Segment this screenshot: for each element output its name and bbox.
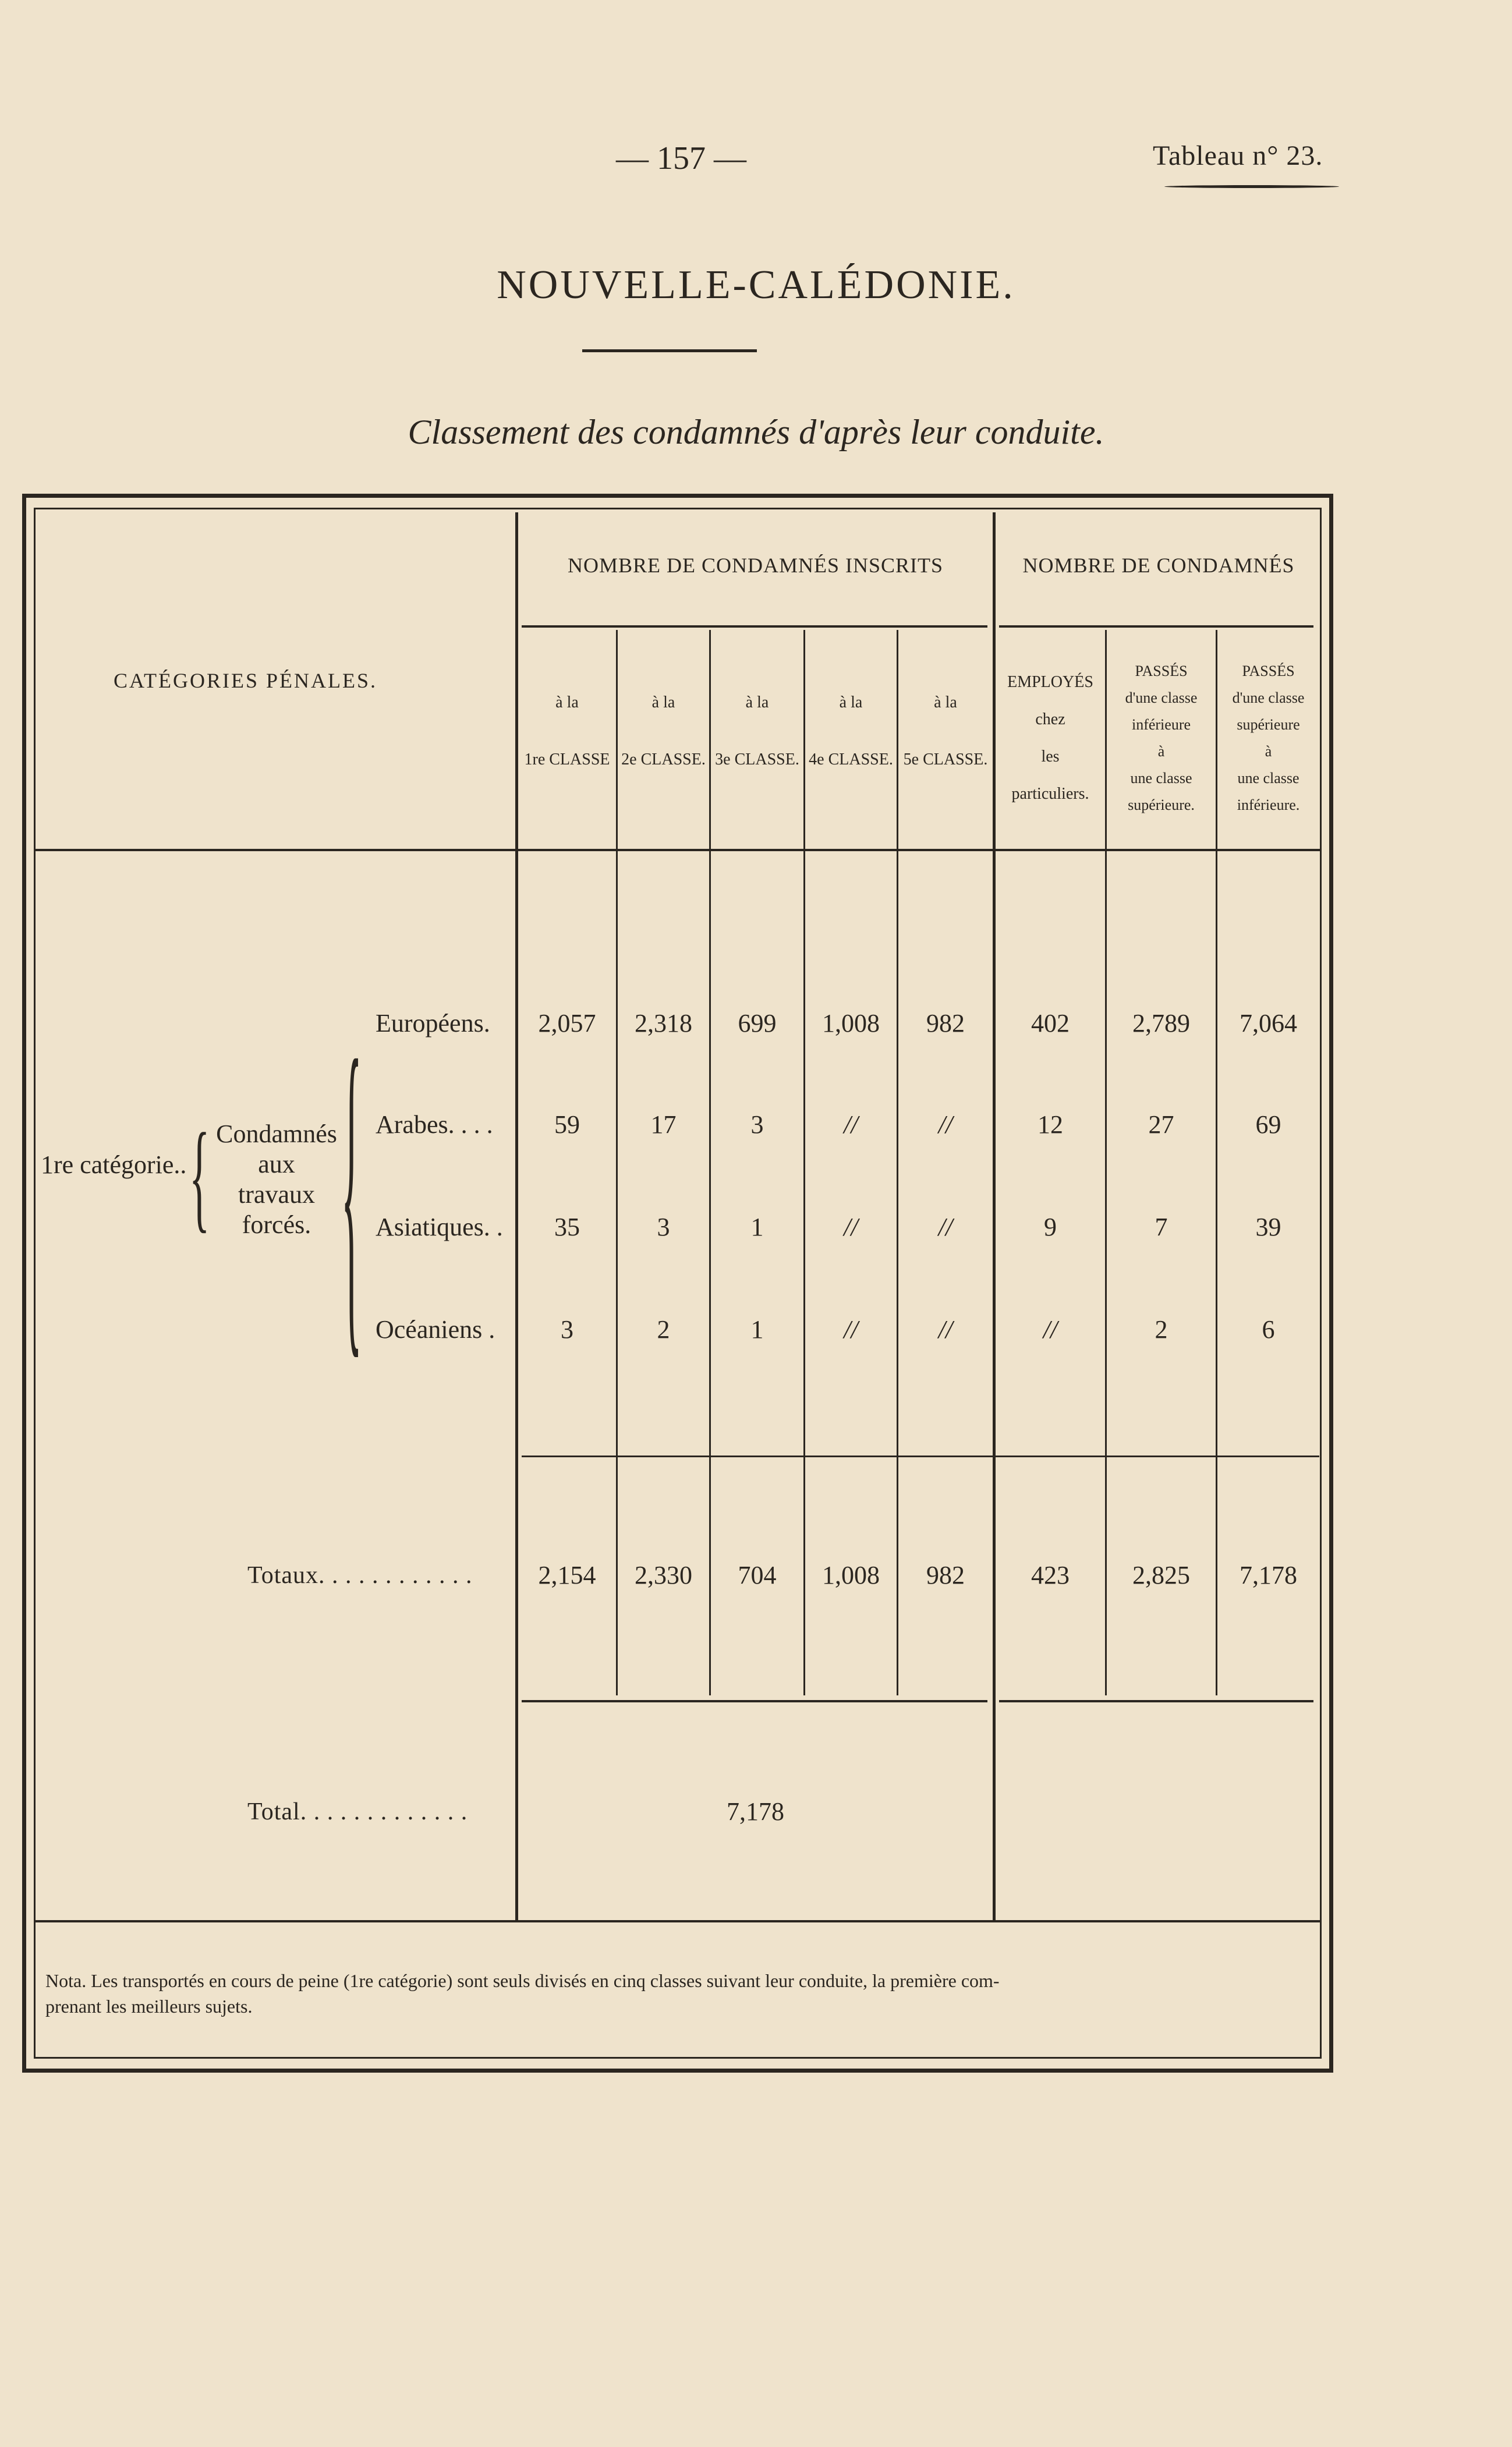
table-reference: Tableau n° 23. — [1153, 140, 1323, 171]
page-title: NOUVELLE-CALÉDONIE. — [497, 263, 1015, 307]
page-subtitle: Classement des condamnés d'après leur conduite. — [408, 413, 1104, 451]
column-header-class-4: à la 4e CLASSE. — [809, 693, 893, 769]
total-cell: 423 — [1031, 1561, 1070, 1589]
cell: 9 — [1044, 1213, 1057, 1241]
rule-h-bottom — [34, 1920, 1322, 1922]
cell: 2,789 — [1132, 1009, 1190, 1037]
rule-h-total — [522, 1700, 987, 1702]
row-label: Arabes. . . . — [376, 1110, 493, 1139]
column-header-employes: EMPLOYÉS chez les particuliers. — [1007, 673, 1093, 803]
cell: // — [844, 1213, 858, 1241]
cell: 3 — [750, 1110, 764, 1139]
column-header-class-3: à la 3e CLASSE. — [715, 693, 799, 769]
cell: 27 — [1148, 1110, 1174, 1139]
cell: 1,008 — [822, 1009, 880, 1037]
cell: // — [938, 1315, 953, 1344]
cell: 699 — [738, 1009, 777, 1037]
total-cell: 2,154 — [538, 1561, 596, 1589]
rule-v — [616, 630, 618, 1695]
rule-v — [709, 630, 711, 1695]
cell: 2,057 — [538, 1009, 596, 1037]
total-cell: 704 — [738, 1561, 777, 1589]
cell: 1 — [750, 1213, 764, 1241]
cell: 3 — [561, 1315, 573, 1344]
footnote — [45, 1968, 1303, 2019]
cell: 7 — [1155, 1213, 1168, 1241]
subcategory-label: Condamnés aux travaux forcés. — [216, 1120, 337, 1239]
cell: // — [844, 1315, 858, 1344]
group-header-inscrits: NOMBRE DE CONDAMNÉS INSCRITS — [567, 554, 944, 577]
page-number: — 157 — — [616, 140, 746, 176]
cell: 59 — [554, 1110, 580, 1139]
cell: 35 — [554, 1213, 580, 1241]
footnote-line: Nota. Les transportés en cours de peine (1re catégorie) sont seuls divisés en cinq classes suivant leur conduite, la première com- — [45, 1970, 1000, 1991]
cell: // — [1043, 1315, 1058, 1344]
cell: 6 — [1262, 1315, 1275, 1344]
total-label: Total. . . . . . . . . . . . . — [247, 1798, 468, 1825]
cell: 2,318 — [635, 1009, 692, 1037]
footnote-line: prenant les meilleurs sujets. — [45, 1996, 253, 2017]
categories-header: CATÉGORIES PÉNALES. — [114, 669, 378, 692]
total-cell: 2,330 — [635, 1561, 692, 1589]
rule-v — [897, 630, 898, 1695]
brace-right: { — [341, 988, 362, 1387]
cell: // — [844, 1110, 858, 1139]
cell: 2 — [657, 1315, 670, 1344]
table-reference-underline — [1164, 185, 1339, 188]
row-label: Océaniens . — [376, 1315, 495, 1344]
column-header-passes-superieure: PASSÉS d'une classe inférieure à une classe supérieure. — [1125, 663, 1198, 813]
column-header-class-5: à la 5e CLASSE. — [903, 693, 988, 769]
cell: 3 — [657, 1213, 670, 1241]
cell: 7,064 — [1240, 1009, 1297, 1037]
total-cell: 7,178 — [1240, 1561, 1297, 1589]
row-label: Asiatiques. . — [376, 1213, 503, 1241]
totaux-label: Totaux. . . . . . . . . . . . — [247, 1562, 473, 1589]
cell: // — [938, 1213, 953, 1241]
brace-left: { — [189, 1109, 210, 1244]
column-header-class-2: à la 2e CLASSE. — [621, 693, 706, 769]
rule-h-header — [34, 849, 1322, 851]
column-header-class-1: à la 1re CLASSE — [524, 693, 610, 769]
row-label: Européens. — [376, 1009, 490, 1037]
cell: 982 — [926, 1009, 965, 1037]
cell: 69 — [1255, 1110, 1281, 1139]
cell: 39 — [1255, 1213, 1281, 1241]
total-cell: 1,008 — [822, 1561, 880, 1589]
cell: // — [938, 1110, 953, 1139]
cell: 2 — [1155, 1315, 1168, 1344]
rule-v — [803, 630, 805, 1695]
cell: 402 — [1031, 1009, 1070, 1037]
category-label: 1re catégorie.. — [41, 1150, 187, 1179]
cell: 12 — [1037, 1110, 1063, 1139]
rule-h-subtotal — [522, 1456, 1319, 1457]
grand-total: 7,178 — [727, 1797, 784, 1826]
total-cell: 2,825 — [1132, 1561, 1190, 1589]
rule-h-group — [522, 625, 987, 628]
rule-h-group — [999, 625, 1313, 628]
group-header-condamnes: NOMBRE DE CONDAMNÉS — [1022, 554, 1295, 577]
rule-h-total — [999, 1700, 1313, 1702]
title-rule — [582, 349, 757, 352]
total-cell: 982 — [926, 1561, 965, 1589]
cell: 17 — [650, 1110, 677, 1139]
column-header-passes-inferieure: PASSÉS d'une classe supérieure à une classe inférieure. — [1232, 663, 1305, 813]
cell: 1 — [750, 1315, 764, 1344]
